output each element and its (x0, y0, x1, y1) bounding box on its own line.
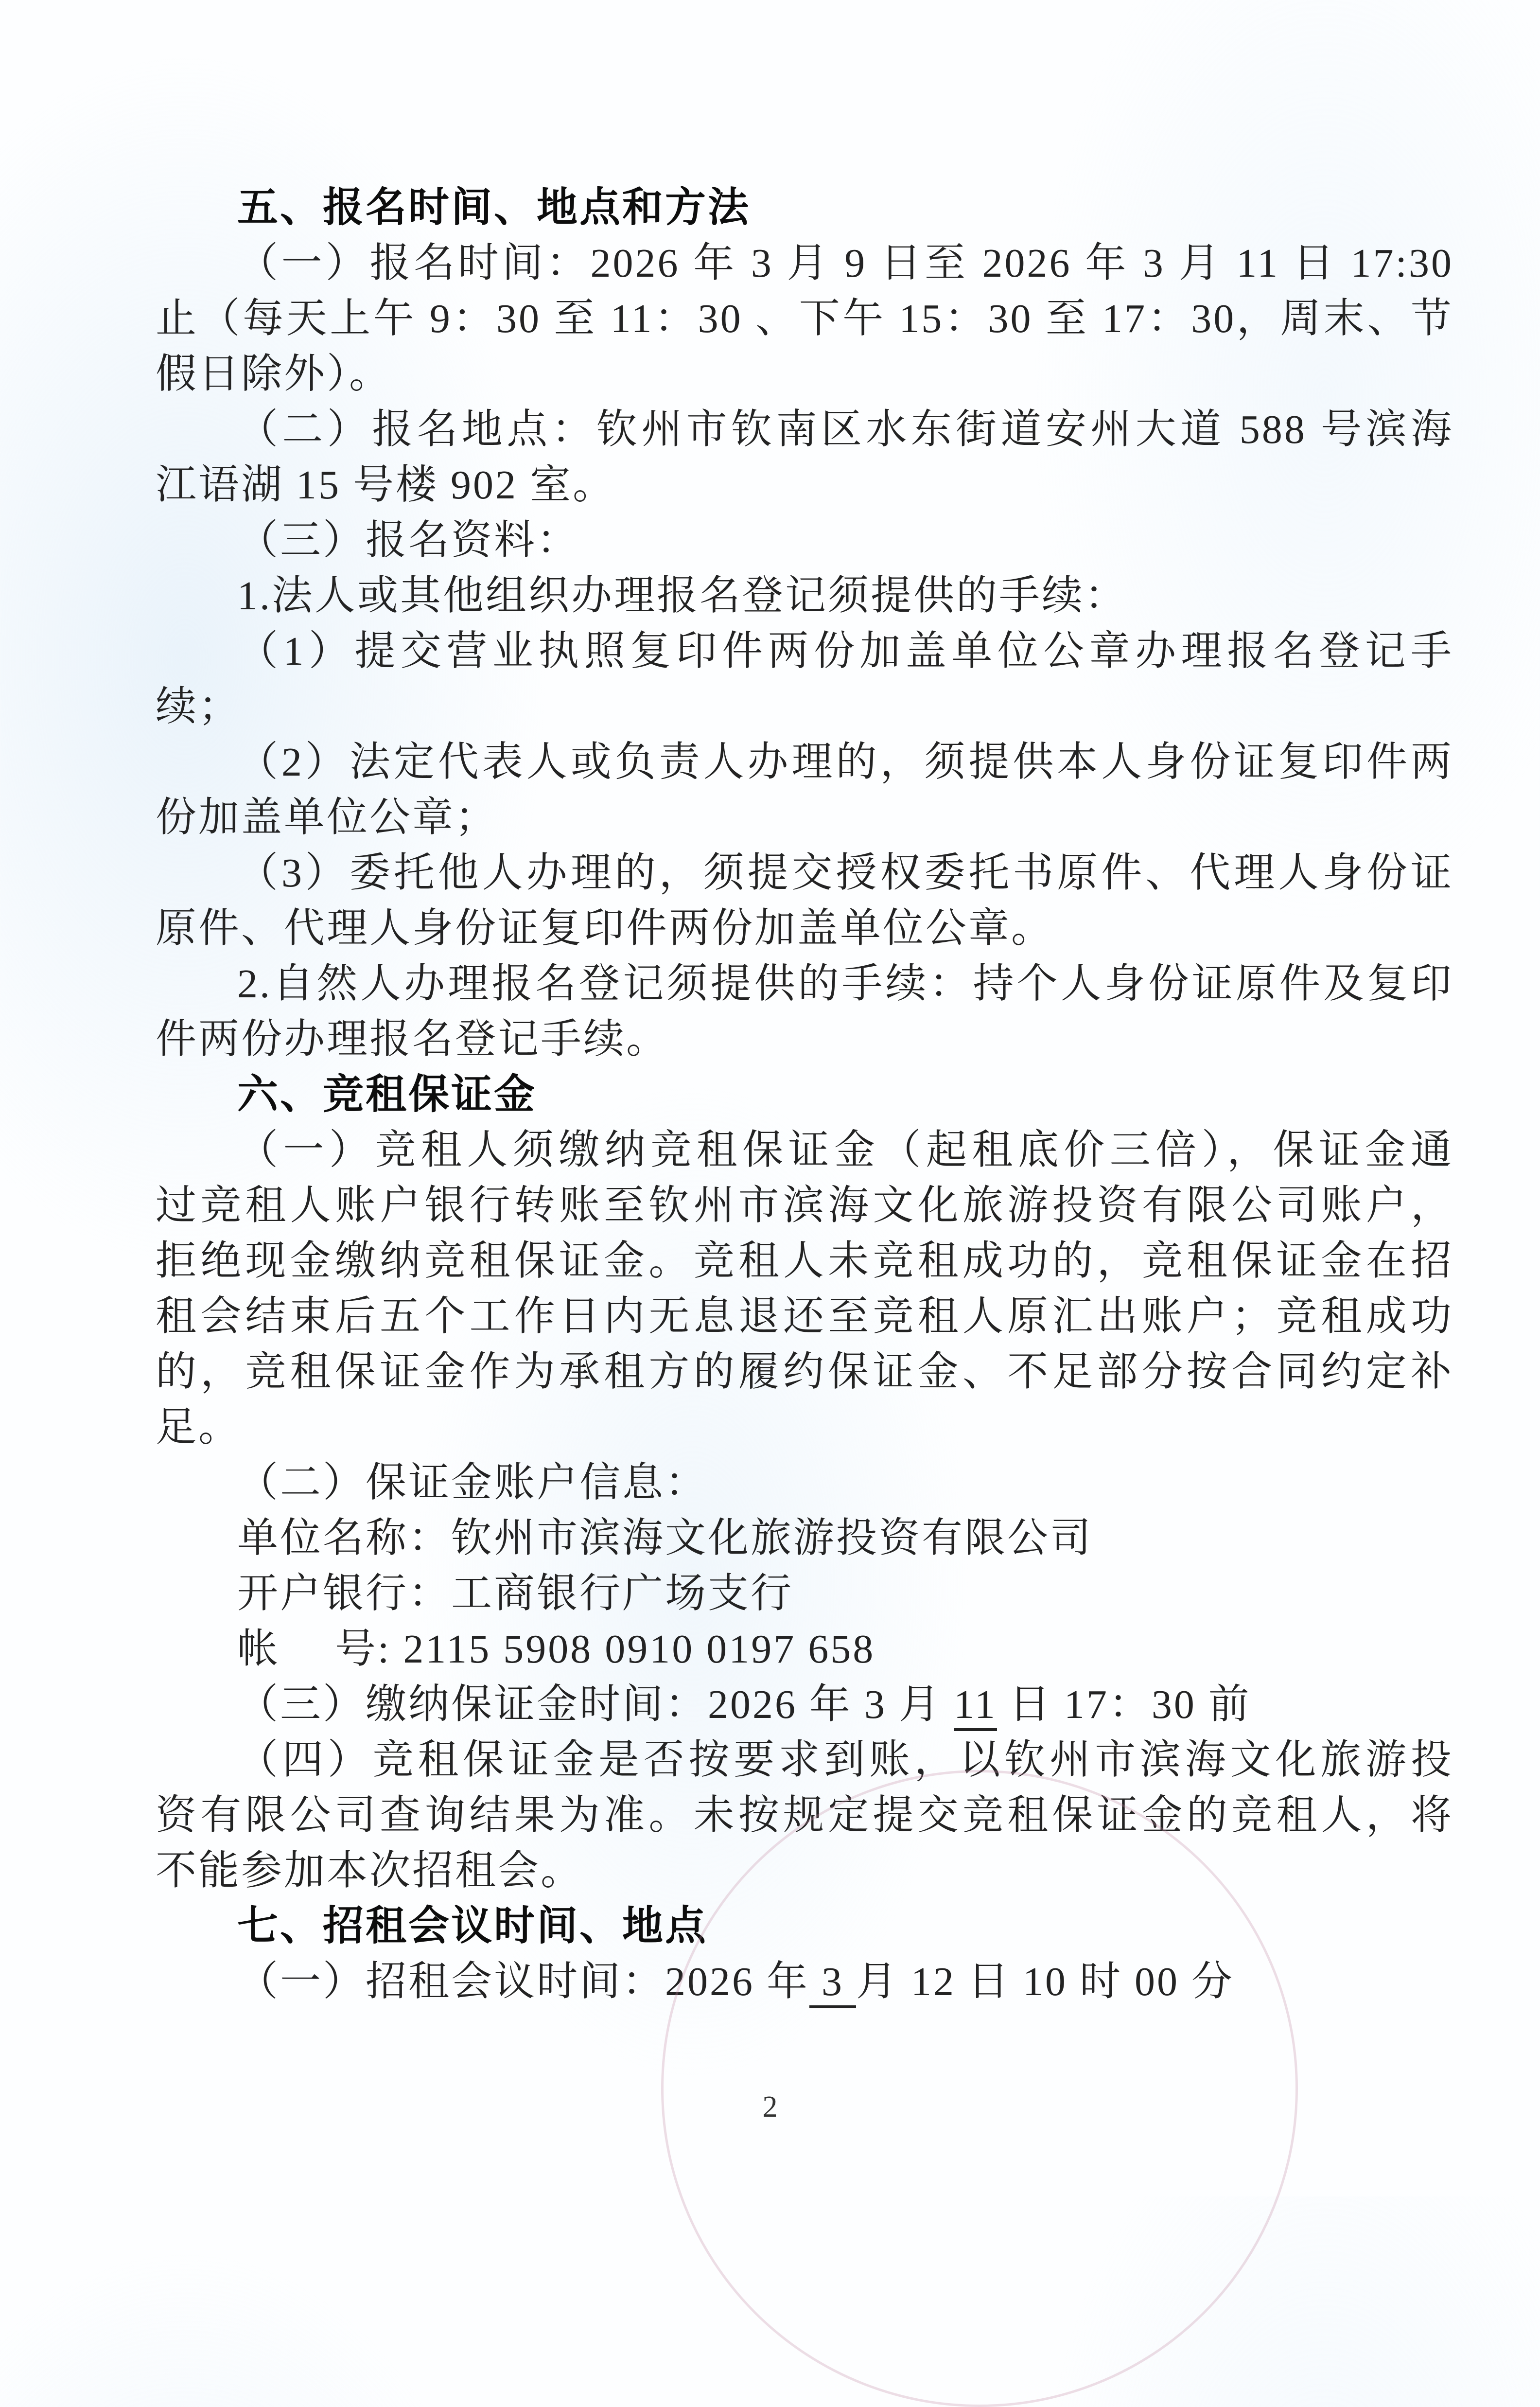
text-segment: （四）竞租保证金是否按要求到账，以钦州市滨海文化旅游投 (237, 1737, 1453, 1783)
text-segment: 1.法人或其他组织办理报名登记须提供的手续： (237, 573, 1128, 619)
text-segment: （1）提交营业执照复印件两份加盖单位公章办理报名登记手 (237, 629, 1453, 674)
text-line (156, 1012, 1453, 1067)
text-segment: 止（每天上午 9：30 至 11：30 、下午 15：30 至 17：30，周末、节 (156, 296, 1453, 341)
text-segment: 六、竞租保证金 (237, 1072, 537, 1117)
text-line (156, 291, 1453, 347)
text-segment: 件两份办理报名登记手续。 (156, 1017, 669, 1062)
text-line (156, 458, 1453, 513)
underlined-value: 3 (809, 1959, 856, 2008)
text-line (156, 1178, 1453, 1234)
text-segment: 过竞租人账户银行转账至钦州市滨海文化旅游投资有限公司账户， (156, 1183, 1453, 1228)
text-line (156, 901, 1453, 956)
text-line (156, 1677, 1453, 1733)
text-line (156, 1400, 1453, 1455)
text-segment: 单位名称：钦州市滨海文化旅游投资有限公司 (237, 1516, 1093, 1561)
text-segment: 五、报名时间、地点和方法 (237, 185, 751, 230)
text-segment: 拒绝现金缴纳竞租保证金。竞租人未竞租成功的，竞租保证金在招 (156, 1239, 1453, 1284)
text-segment: 江语湖 15 号楼 902 室。 (156, 462, 616, 508)
text-segment: （二）保证金账户信息： (237, 1460, 708, 1505)
text-line (156, 1234, 1453, 1289)
text-line (156, 1345, 1453, 1400)
text-line (156, 1123, 1453, 1178)
text-segment: 不能参加本次招租会。 (156, 1848, 584, 1894)
text-segment: 的，竞租保证金作为承租方的履约保证金、不足部分按合同约定补 (156, 1349, 1453, 1395)
text-line (156, 790, 1453, 846)
text-segment: （一）报名时间：2026 年 3 月 9 日至 2026 年 3 月 11 日 17:30 (237, 241, 1453, 286)
text-line (156, 1954, 1453, 2010)
text-line (156, 1843, 1453, 1899)
text-line (156, 402, 1453, 458)
text-segment: 月 12 日 10 时 00 分 (856, 1959, 1235, 2004)
text-line (156, 1455, 1453, 1511)
text-segment: （三）报名资料： (237, 518, 580, 563)
text-segment: 原件、代理人身份证复印件两份加盖单位公章。 (156, 906, 1054, 951)
text-line (156, 1289, 1453, 1345)
text-segment: 开户银行：工商银行广场支行 (237, 1571, 794, 1616)
text-segment: （三）缴纳保证金时间：2026 年 3 月 (237, 1682, 954, 1727)
text-segment: 足。 (156, 1405, 242, 1450)
text-segment: 七、招租会议时间、地点 (237, 1904, 708, 1949)
text-segment: （一）招租会议时间：2026 年 (237, 1959, 810, 2004)
text-segment: 资有限公司查询结果为准。未按规定提交竞租保证金的竞租人，将 (156, 1793, 1453, 1838)
text-line (156, 1733, 1453, 1788)
section-heading (156, 1899, 1453, 1954)
text-segment: （二）报名地点：钦州市钦南区水东街道安州大道 588 号滨海 (237, 407, 1453, 452)
text-line (156, 1511, 1453, 1566)
section-heading (156, 180, 1453, 236)
text-line (156, 1566, 1453, 1622)
text-segment: 份加盖单位公章； (156, 795, 498, 840)
text-line (156, 1788, 1453, 1843)
text-segment: 假日除外）。 (156, 352, 392, 397)
text-line (156, 624, 1453, 679)
text-line (156, 236, 1453, 291)
text-segment: 帐 号: 2115 5908 0910 0197 658 (237, 1627, 875, 1672)
text-segment: 续； (156, 684, 242, 729)
text-segment: 日 17：30 前 (997, 1682, 1251, 1727)
text-line (156, 513, 1453, 568)
text-line (156, 679, 1453, 735)
text-segment: （2）法定代表人或负责人办理的，须提供本人身份证复印件两 (237, 740, 1453, 785)
text-line (156, 347, 1453, 402)
text-segment: 2.自然人办理报名登记须提供的手续：持个人身份证原件及复印 (237, 961, 1453, 1007)
section-heading (156, 1067, 1453, 1123)
page-number: 2 (762, 2090, 778, 2124)
text-segment: （一）竞租人须缴纳竞租保证金（起租底价三倍），保证金通 (237, 1128, 1453, 1173)
text-segment: （3）委托他人办理的，须提交授权委托书原件、代理人身份证 (237, 850, 1453, 896)
text-line (156, 956, 1453, 1012)
text-line (156, 1622, 1453, 1677)
text-line (156, 568, 1453, 624)
underlined-value: 11 (954, 1682, 997, 1731)
text-line (156, 846, 1453, 901)
text-line (156, 735, 1453, 790)
text-segment: 租会结束后五个工作日内无息退还至竞租人原汇出账户；竞租成功 (156, 1294, 1453, 1339)
